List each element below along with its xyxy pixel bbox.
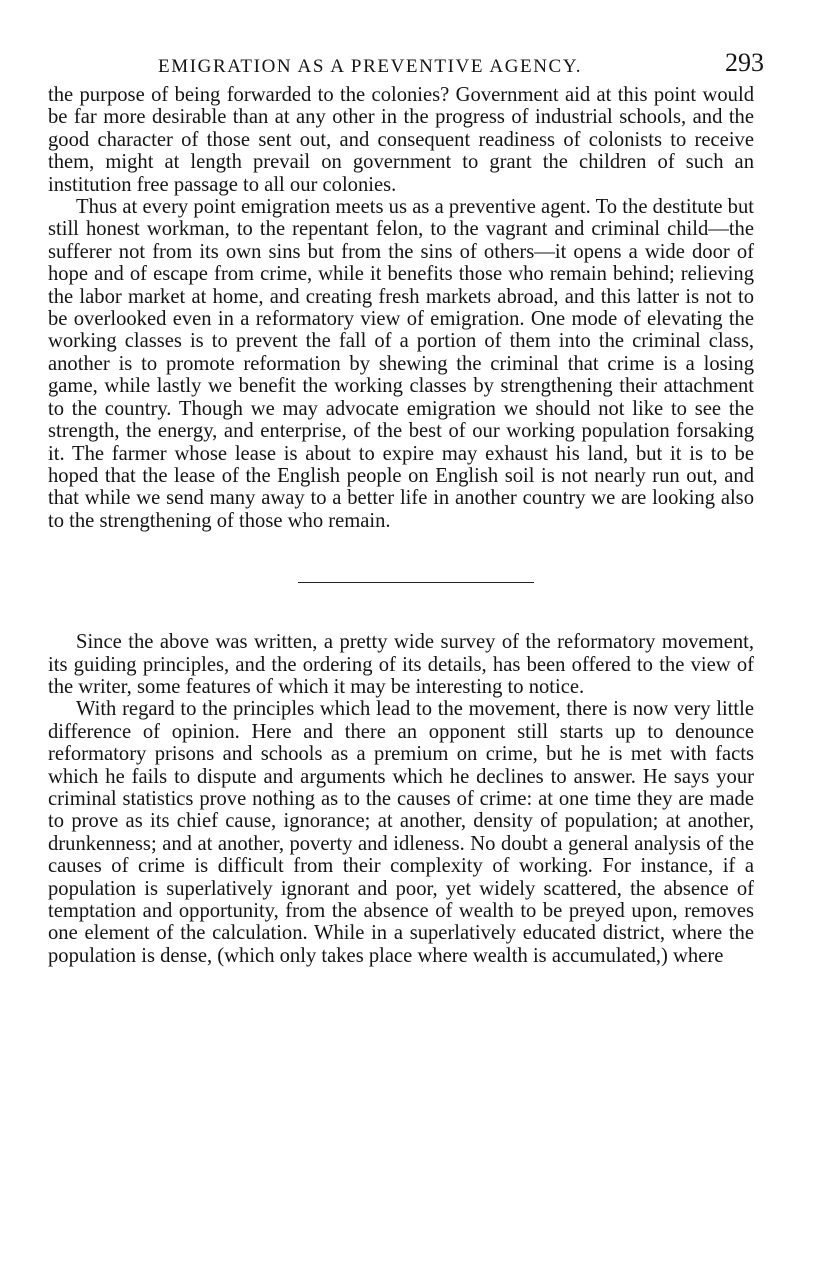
section-reformatory-survey	[48, 631, 754, 967]
paragraph-survey-intro: Since the above was written, a pretty wide survey of the reformatory movement, its guiding principles, and the ordering of its details, has been offered to the view of the writer, some features of which it may be interesting to notice.	[48, 631, 754, 698]
section-divider	[298, 582, 534, 583]
running-head	[48, 44, 764, 84]
section-emigration-conclusion	[48, 84, 754, 532]
paragraph-principles: With regard to the principles which lead to the movement, there is now very little difference of opinion. Here and there an opponent still starts up to denounce reformatory prisons and schools as a premium on crime, but he is met with facts which he fails to dispute and arguments which he declines to answer. He says your criminal statistics prove nothing as to the causes of crime: at one time they are made to prove as its chief cause, ignorance; at another, density of population; at another, drunkenness; and at another, poverty and idleness. No doubt a general analysis of the causes of crime is difficult from their complexity of working. For instance, if a population is superlatively ignorant and poor, yet widely scattered, the absence of temptation and opportunity, from the absence of wealth to be preyed upon, removes one element of the calculation. While in a superlatively educated district, where the population is dense, (which only takes place where wealth is accumulated,) where	[48, 698, 754, 967]
book-page	[48, 44, 764, 967]
running-title: EMIGRATION AS A PREVENTIVE AGENCY.	[158, 56, 583, 77]
paragraph-continued: the purpose of being forwarded to the colonies? Government aid at this point would be far more desirable than at any other in the progress of industrial schools, and the good character of those sent out, and consequent readiness of colonists to receive them, might at length prevail on government to grant the children of such an institution free passage to all our colonies.	[48, 84, 754, 196]
page-number: 293	[725, 48, 764, 77]
paragraph-preventive-agent: Thus at every point emigration meets us as a preventive agent. To the destitute but still honest workman, to the repentant felon, to the vagrant and criminal child—the sufferer not from its own sins but from the sins of others—it opens a wide door of hope and of escape from crime, while it benefits those who remain behind; relieving the labor market at home, and creating fresh markets abroad, and this latter is not to be overlooked even in a reformatory view of emigration. One mode of elevating the working classes is to prevent the fall of a portion of them into the criminal class, another is to promote reformation by shewing the criminal that crime is a losing game, while lastly we benefit the working classes by strengthening their attachment to the country. Though we may advocate emigration we should not like to see the strength, the energy, and enterprise, of the best of our working population forsaking it. The farmer whose lease is about to expire may exhaust his land, but it is to be hoped that the lease of the English people on English soil is not nearly run out, and that while we send many away to a better life in another country we are looking also to the strengthening of those who remain.	[48, 196, 754, 532]
